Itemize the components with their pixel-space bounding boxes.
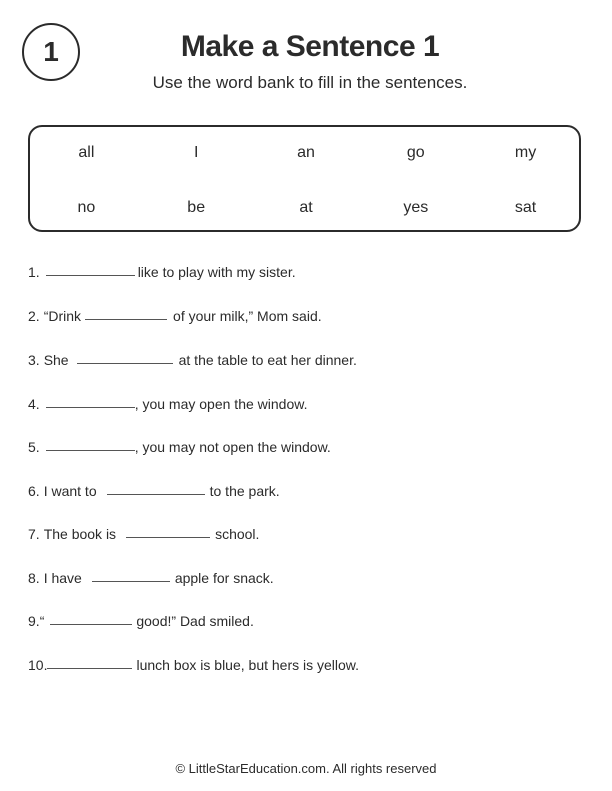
sentence-item [28,439,331,455]
sentence-item [28,352,357,368]
sentence-text-after: good!” Dad smiled. [136,613,254,629]
answer-blank[interactable] [47,667,132,669]
answer-blank[interactable] [46,406,135,408]
sentence-text-after: like to play with my sister. [137,264,296,280]
copyright-footer: © LittleStarEducation.com. All rights reserved [175,761,437,776]
sentence-text-before: “Drink [43,308,82,324]
sentence-number: 10. [28,657,48,673]
sentence-text-after: , you may not open the window. [134,439,331,455]
sentence-text-before: I have [43,570,82,586]
answer-blank[interactable] [92,580,170,582]
sentence-text-after: school. [215,526,260,542]
sentence-text-after: , you may open the window. [134,396,308,412]
answer-blank[interactable] [77,362,173,364]
sentence-item [28,483,280,499]
sentence-number: 8. [28,570,40,586]
word-bank-row-1 [30,144,579,162]
sentence-number: 2. [28,308,40,324]
sentence-number: 5. [28,439,40,455]
sentence-text-before: “ [39,613,45,629]
word-bank-word: I [193,144,199,161]
word-bank-word: at [299,199,313,216]
worksheet-number: 1 [43,36,59,67]
word-bank-word: sat [514,199,537,216]
answer-blank[interactable] [85,318,167,320]
answer-blank[interactable] [46,449,135,451]
sentence-item [28,613,254,629]
word-bank-word: go [406,144,425,161]
word-bank-word: yes [403,199,429,216]
answer-blank[interactable] [126,536,210,538]
answer-blank[interactable] [107,493,205,495]
sentence-number: 4. [28,396,40,412]
sentence-item [28,396,307,412]
sentence-text-after: lunch box is blue, but hers is yellow. [136,657,360,673]
sentence-item [28,570,274,586]
sentence-text-before: I want to [43,483,97,499]
sentence-number: 6. [28,483,40,499]
word-bank-word: an [297,144,315,161]
sentence-number: 9. [28,613,40,629]
sentence-item [28,657,359,673]
answer-blank[interactable] [46,274,135,276]
sentence-number: 7. [28,526,40,542]
sentence-text-before: She [43,352,69,368]
word-bank-word: my [514,144,537,161]
sentence-text-after: apple for snack. [174,570,274,586]
sentence-text-after: to the park. [209,483,280,499]
page-title: Make a Sentence 1 [180,30,440,63]
word-bank [28,125,581,232]
sentence-text-after: of your milk,” Mom said. [173,308,322,324]
word-bank-word: all [78,144,95,161]
word-bank-word: be [187,199,206,216]
sentence-item [28,264,296,280]
word-bank-row-2 [30,199,579,217]
answer-blank[interactable] [50,623,132,625]
sentence-text-after: at the table to eat her dinner. [178,352,357,368]
instructions: Use the word bank to fill in the sentences. [152,73,468,92]
sentence-number: 1. [28,264,40,280]
sentence-item [28,308,322,324]
sentence-item [28,526,259,542]
sentence-number: 3. [28,352,40,368]
sentence-text-before: The book is [43,526,117,542]
word-bank-word: no [77,199,96,216]
